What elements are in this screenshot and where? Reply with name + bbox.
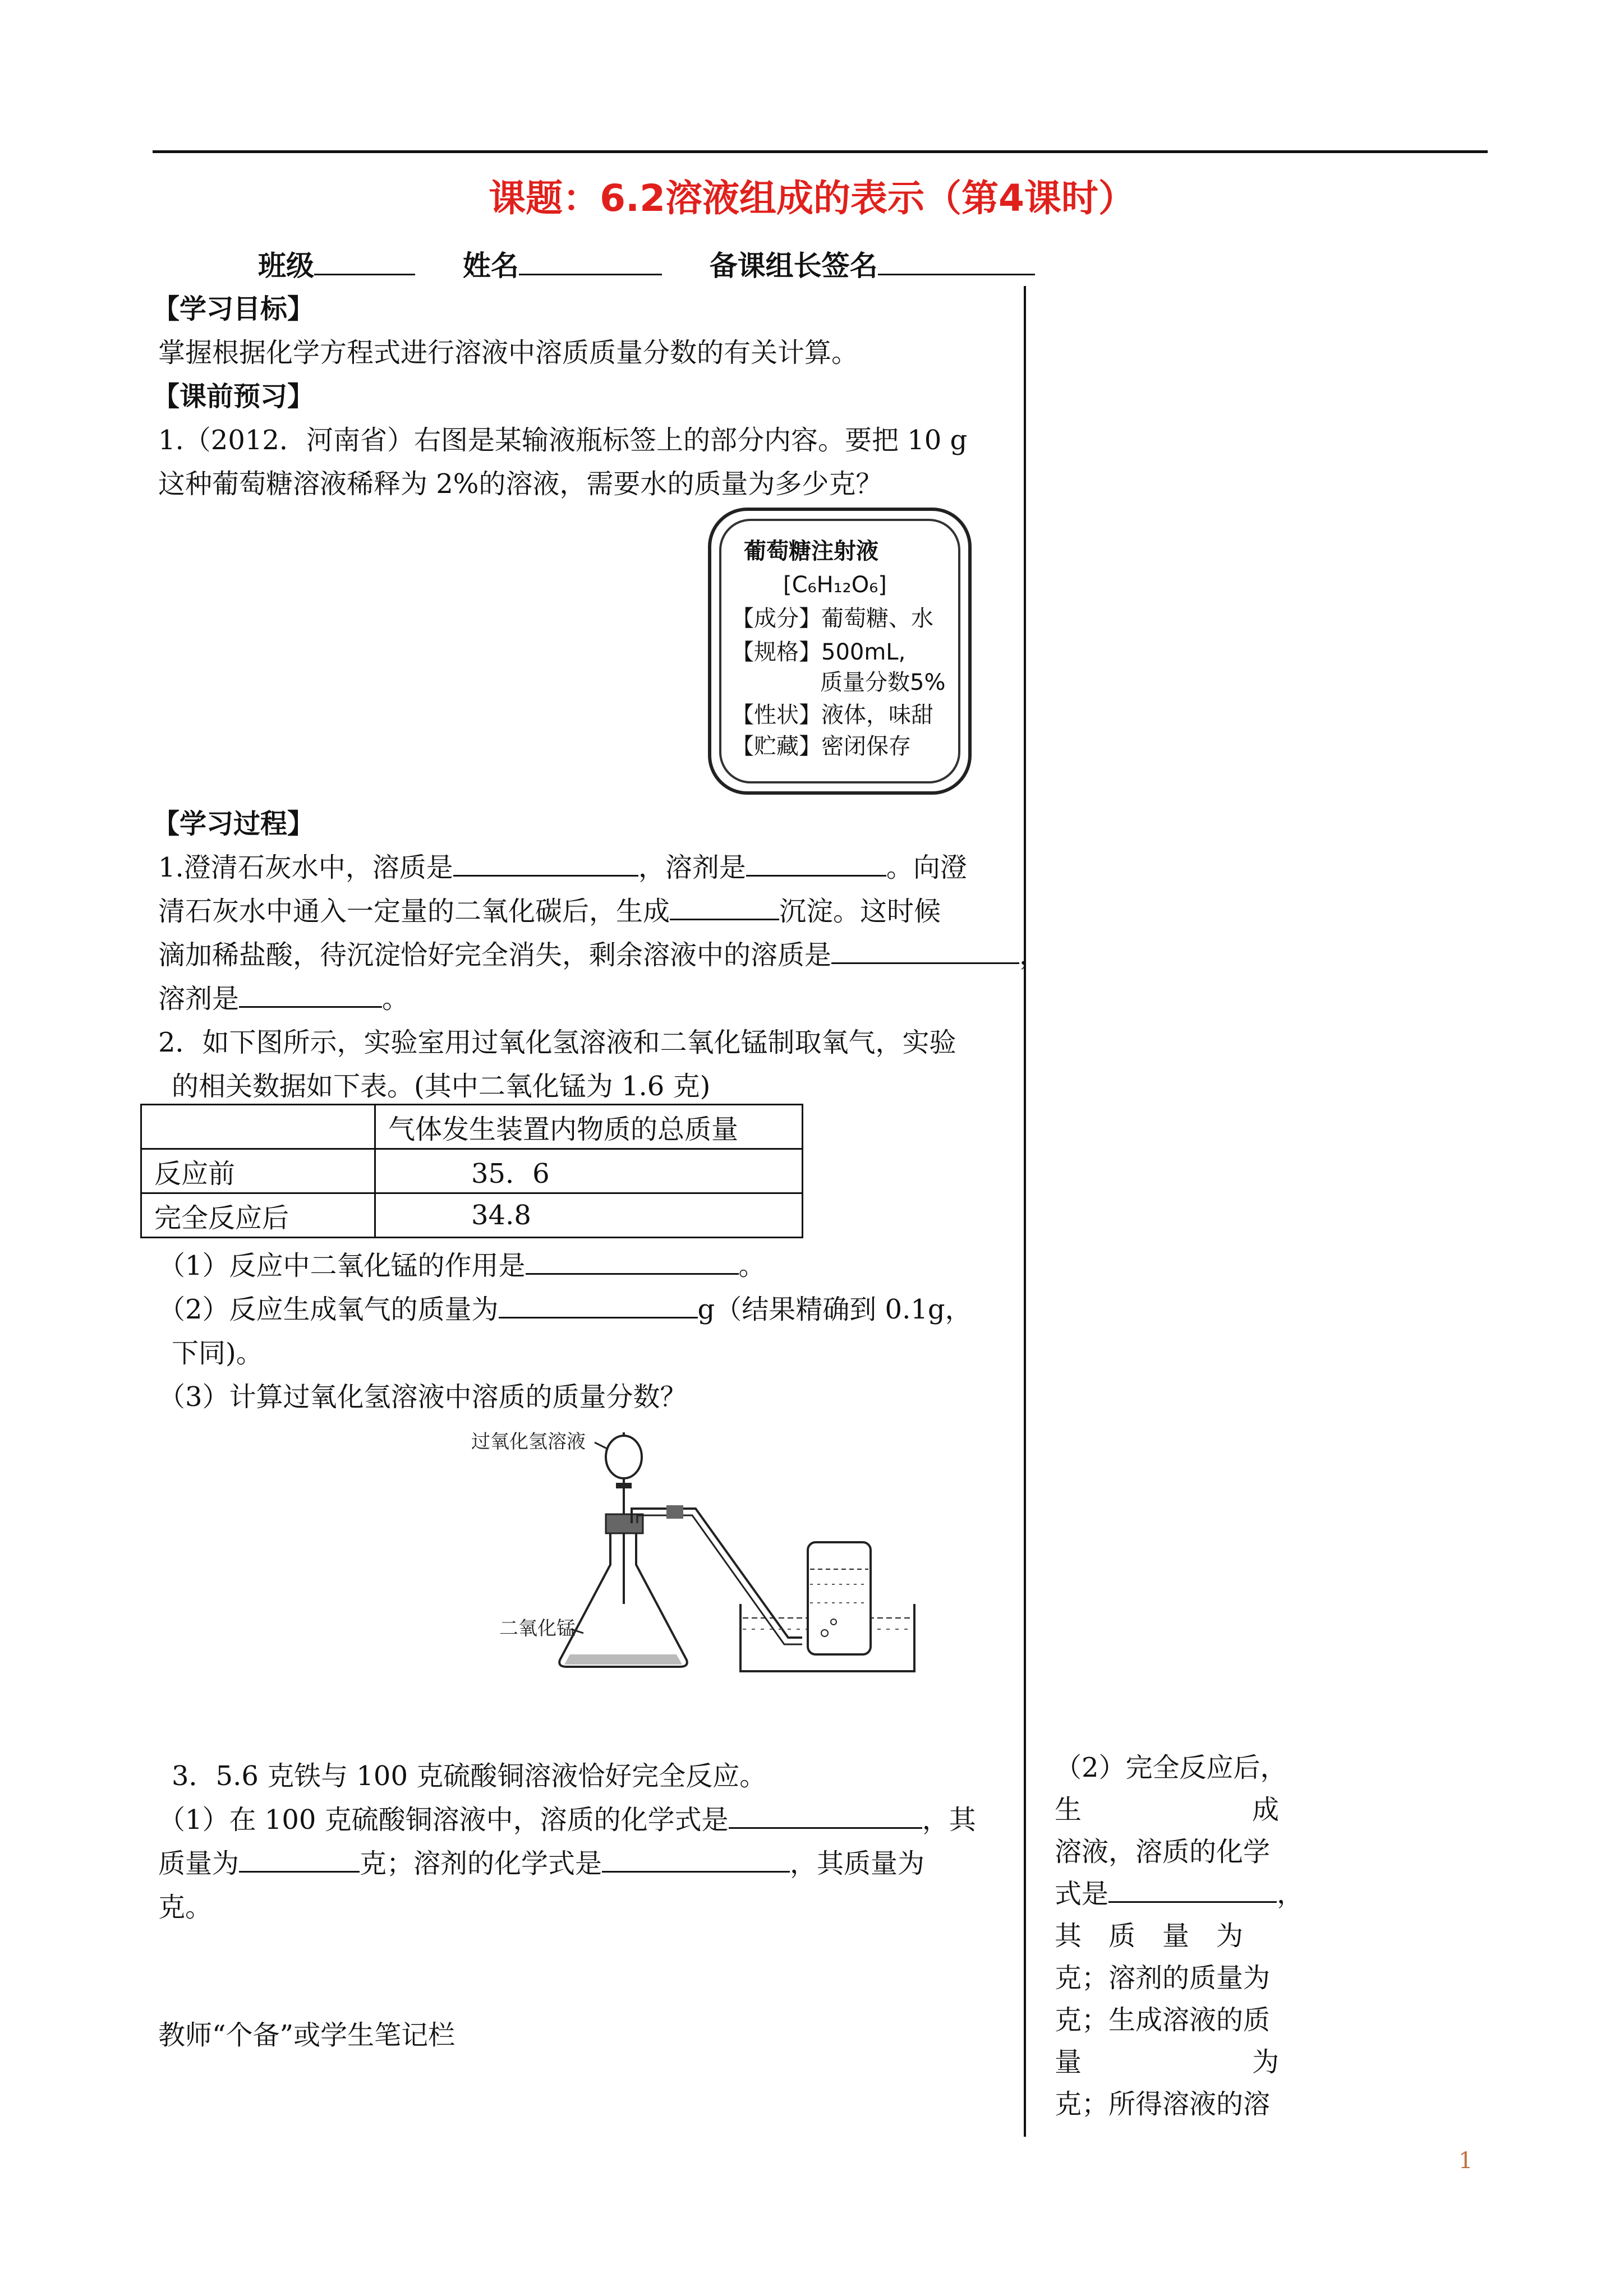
q2-line1: 2．如下图所示，实验室用过氧化氢溶液和二氧化锰制取氧气，实验: [158, 1027, 956, 1058]
q3-line2: [158, 1798, 976, 1842]
q3-l3-text-c: ，其质量为: [790, 1848, 925, 1879]
q1-line2: [158, 889, 941, 933]
name-label: 姓名: [462, 249, 519, 282]
header-fields: [258, 244, 1035, 288]
table-row: [141, 1105, 803, 1149]
q1-solvent-blank[interactable]: [746, 849, 886, 877]
side-line3: 溶液，溶质的化学: [1055, 1836, 1271, 1868]
table-row-value: 34.8: [375, 1193, 803, 1238]
side-s4b: ，: [1277, 1878, 1304, 1910]
preview-q1-line1: 1.（2012．河南省）右图是某输液瓶标签上的部分内容。要把 10 g: [158, 425, 968, 456]
infusion-label: [708, 508, 972, 795]
q1-text-c: 。向澄: [886, 852, 967, 883]
label-property: 【性状】液体，味甜: [732, 702, 933, 728]
gas-collecting-bottle: [808, 1542, 871, 1654]
q1-line4: [158, 977, 409, 1021]
side-s2b: 成: [1252, 1794, 1279, 1825]
name-blank[interactable]: [519, 248, 662, 275]
page-number: 1: [1459, 2148, 1473, 2174]
q1-text-g: ，: [1019, 939, 1047, 971]
q2-sub3: （3）计算过氧化氢溶液中溶质的质量分数？: [158, 1381, 687, 1413]
label-spec: 【规格】500mL,: [732, 639, 906, 665]
q1-remaining-solute-blank[interactable]: [831, 937, 1019, 964]
q1-precipitate-blank[interactable]: [670, 893, 779, 920]
column-divider: [1024, 286, 1026, 2137]
q1-remaining-solvent-blank[interactable]: [239, 980, 382, 1008]
objective-text: 掌握根据化学方程式进行溶液中溶质质量分数的有关计算。: [158, 337, 859, 368]
q3-l2-text: （1）在 100 克硫酸铜溶液中，溶质的化学式是: [158, 1804, 729, 1836]
side-line7: 克；生成溶液的质: [1055, 2004, 1271, 2036]
delivery-tube: [632, 1509, 802, 1638]
data-table: [140, 1104, 803, 1238]
side-line1: （2）完全反应后，: [1055, 1752, 1287, 1783]
side-s8b: 为: [1252, 2046, 1279, 2078]
label-name: 葡萄糖注射液: [744, 538, 878, 564]
class-blank[interactable]: [314, 248, 415, 275]
side-line4: [1055, 1873, 1304, 1915]
side-s8a: 量: [1055, 2046, 1082, 2078]
q3-solute-mass-blank[interactable]: [239, 1845, 360, 1873]
q1-text-i: 。: [382, 983, 410, 1015]
q2-sub2: [158, 1288, 972, 1331]
label-mass-fraction: 质量分数5%: [820, 670, 946, 695]
process-heading: 【学习过程】: [153, 808, 315, 840]
q2-s2-unit: g（结果精确到 0.1g，: [697, 1294, 972, 1325]
q3-solute-formula-blank[interactable]: [729, 1801, 922, 1829]
q2-s1-text: （1）反应中二氧化锰的作用是: [158, 1250, 526, 1281]
apparatus-diagram: [471, 1424, 976, 1688]
side-s4a: 式是: [1055, 1878, 1109, 1910]
table-header-empty: [141, 1105, 375, 1149]
q1-line1: [158, 846, 967, 889]
q2-line2: 的相关数据如下表。(其中二氧化锰为 1.6 克): [172, 1071, 711, 1102]
table-row: [141, 1149, 803, 1193]
label-formula: [C₆H₁₂O₆]: [783, 572, 887, 598]
side-line6: 克；溶剂的质量为: [1055, 1962, 1271, 1994]
q1-text-b: ，溶剂是: [638, 852, 746, 883]
q2-sub1: [158, 1244, 766, 1288]
notes-label: 教师“个备”或学生笔记栏: [158, 2020, 456, 2051]
q1-text-h: 溶剂是: [158, 983, 240, 1015]
table-row-label: 反应前: [141, 1149, 375, 1193]
q2-oxygen-mass-blank[interactable]: [499, 1291, 698, 1318]
side-line5: 其 质 量 为: [1055, 1920, 1244, 1952]
q3-line3: [158, 1842, 924, 1885]
q1-text-e: 沉淀。这时候: [779, 896, 941, 927]
q1-solute-blank[interactable]: [453, 849, 638, 877]
apparatus-label-flask: 二氧化锰: [499, 1617, 576, 1640]
q1-text-a: 1.澄清石灰水中，溶质是: [158, 852, 453, 883]
q2-role-blank[interactable]: [526, 1247, 739, 1275]
table-row-value: 35．6: [375, 1149, 803, 1193]
q3-l3-text-a: 质量为: [158, 1848, 240, 1879]
objective-heading: 【学习目标】: [153, 293, 315, 325]
q3-l3-text-b: 克；溶剂的化学式是: [360, 1848, 602, 1879]
preview-q1-line2: 这种葡萄糖溶液稀释为 2%的溶液，需要水的质量为多少克？: [158, 468, 883, 500]
q2-s1-end: 。: [738, 1250, 766, 1281]
side-s2a: 生: [1055, 1794, 1082, 1825]
page-title: 课题：6.2溶液组成的表示（第4课时）: [489, 177, 1135, 220]
q3-line1: 3．5.6 克铁与 100 克硫酸铜溶液恰好完全反应。: [172, 1760, 767, 1792]
side-line2: [1055, 1789, 1279, 1831]
top-rule: [153, 150, 1488, 153]
preview-heading: 【课前预习】: [153, 381, 315, 412]
sign-blank[interactable]: [878, 248, 1035, 275]
q1-text-f: 滴加稀盐酸，待沉淀恰好完全消失，剩余溶液中的溶质是: [158, 939, 832, 971]
q3-l2-end: ，其: [922, 1804, 976, 1836]
label-storage: 【贮藏】密闭保存: [732, 734, 911, 759]
sign-label: 备课组长签名: [709, 249, 878, 282]
side-line8: [1055, 2041, 1279, 2083]
side-line9: 克；所得溶液的溶: [1055, 2088, 1271, 2120]
q1-line3: [158, 933, 1046, 977]
q3-solvent-formula-blank[interactable]: [602, 1845, 790, 1873]
class-label: 班级: [258, 249, 314, 282]
q2-s2-text: （2）反应生成氧气的质量为: [158, 1294, 499, 1325]
separatory-funnel: [606, 1436, 642, 1478]
q1-text-d: 清石灰水中通入一定量的二氧化碳后，生成: [158, 896, 670, 927]
label-ingredients: 【成分】葡萄糖、水: [732, 606, 933, 631]
q3-line4: 克。: [158, 1892, 213, 1923]
table-header: 气体发生装置内物质的总质量: [375, 1105, 803, 1149]
q2-sub2-cont: 下同)。: [172, 1338, 263, 1369]
table-row-label: 完全反应后: [141, 1193, 375, 1238]
apparatus-label-top: 过氧化氢溶液: [471, 1431, 586, 1453]
table-row: [141, 1193, 803, 1238]
side-formula-blank[interactable]: [1108, 1875, 1277, 1903]
